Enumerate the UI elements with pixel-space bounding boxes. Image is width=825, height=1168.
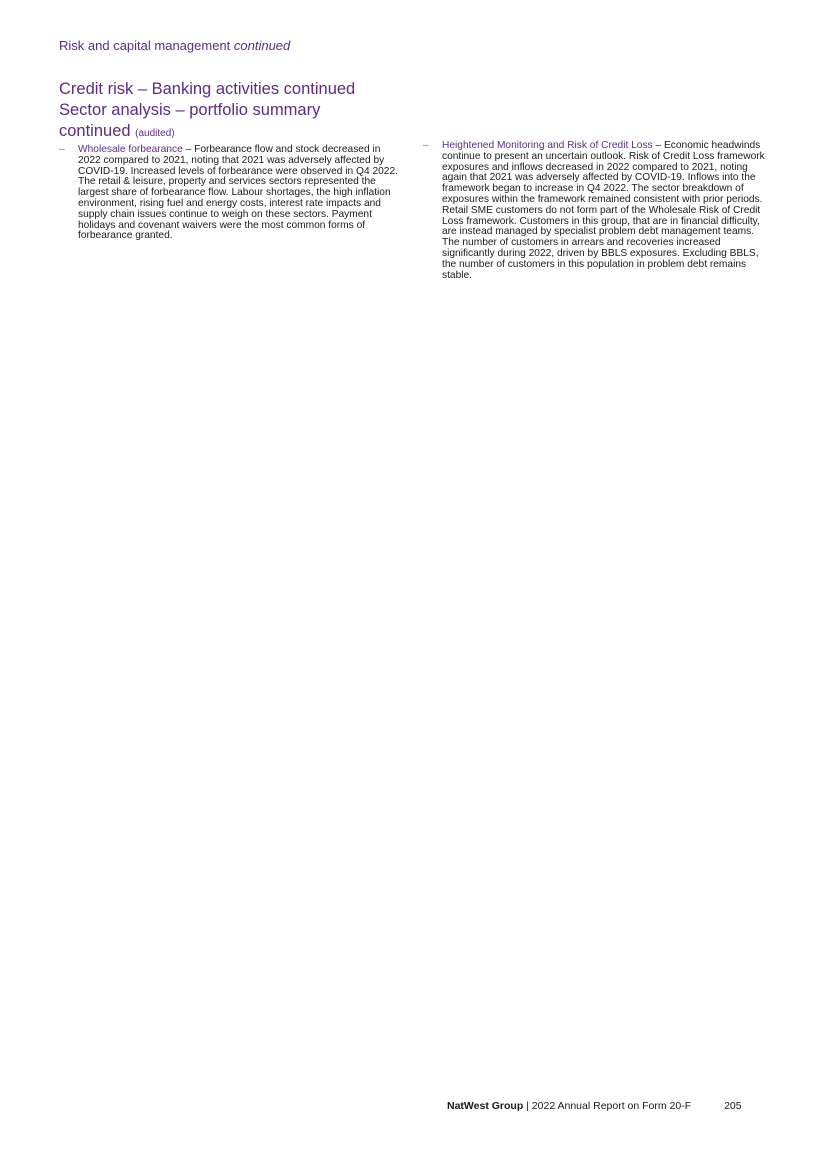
footer-separator: | <box>523 1100 532 1112</box>
title-line-2: Sector analysis – portfolio summary <box>59 101 321 119</box>
page-footer <box>447 1100 742 1112</box>
bullet-body: – Economic headwinds continue to present an uncertain outlook. Risk of Credit Loss framework exposures and inflows decreased in 2022 compared to 2021, noting again that 2021 was adversely affected by COVID-19. Inflows into the framework began to increase in Q4 2022. The sector breakdown of exposures within the framework remained consistent with prior periods. Retail SME customers do not form part of the Wholesale Risk of Credit Loss framework. Customers in this group, that are in financial difficulty, are instead managed by specialist problem debt management teams. The number of customers in arrears and recoveries increased significantly during 2022, driven by BBLS exposures. Excluding BBLS, the number of customers in this population in problem debt remains stable. <box>442 140 765 281</box>
section-title: Risk and capital management <box>59 38 231 53</box>
bullet-lead: Heightened Monitoring and Risk of Credit Loss <box>442 140 653 151</box>
bullet-wholesale-forbearance <box>59 145 404 242</box>
footer-report: 2022 Annual Report on Form 20-F <box>531 1100 692 1112</box>
title-line-3 <box>59 121 389 144</box>
bullet-dash: – <box>59 144 65 155</box>
audited-label: (audited) <box>135 128 175 139</box>
bullet-lead: Wholesale forbearance <box>78 144 183 155</box>
title-line-1: Credit risk – Banking activities continued <box>59 80 356 98</box>
bullet-heightened-monitoring <box>423 141 768 281</box>
page-title <box>59 79 389 144</box>
right-column <box>423 141 768 281</box>
footer-brand: NatWest Group <box>447 1100 524 1112</box>
left-column <box>59 145 404 242</box>
section-header <box>59 38 290 53</box>
page-number: 205 <box>724 1100 742 1112</box>
title-continued: continued <box>59 122 131 140</box>
bullet-body: – Forbearance flow and stock decreased in 2022 compared to 2021, noting that 2021 was adversely affected by COVID-19. Increased levels of forbearance were observed in Q4 2022. The retail & leisure, property and services sectors represented the largest share of forbearance flow. Labour shortages, the high inflation environment, rising fuel and energy costs, interest rate impacts and supply chain issues continue to weigh on these sectors. Payment holidays and covenant waivers were the most common forms of forbearance granted. <box>78 144 398 242</box>
section-continued: continued <box>233 38 291 53</box>
bullet-dash: – <box>423 140 429 151</box>
